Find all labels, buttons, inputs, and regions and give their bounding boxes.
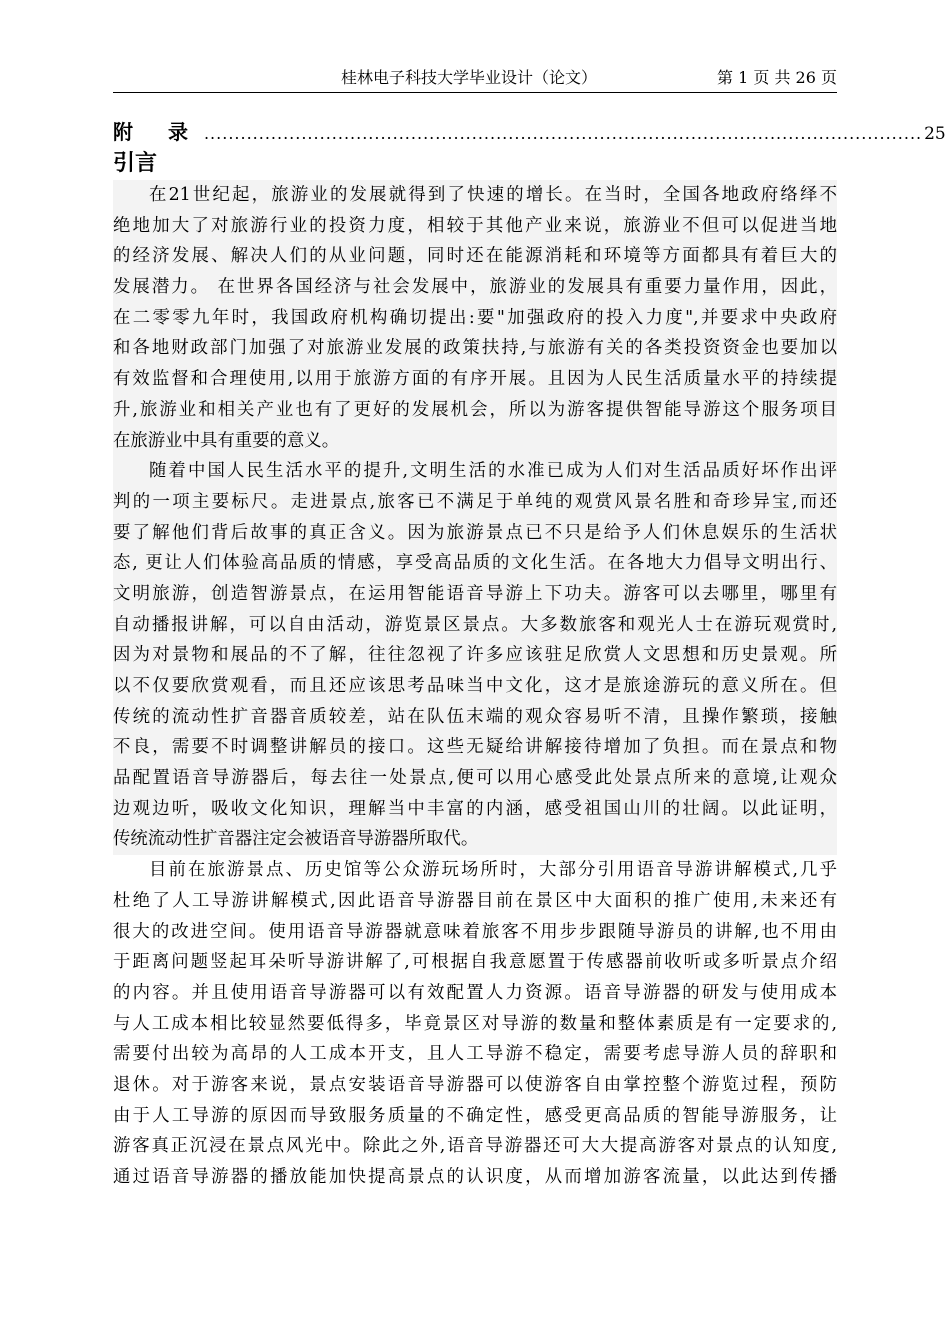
text-line: 因为对景物和展品的不了解，往往忽视了许多应该驻足欣赏人文思想和历史景观。所 (113, 640, 837, 671)
text-line: 品配置语音导游器后，每去往一处景点,便可以用心感受此处景点所来的意境,让观众 (113, 763, 837, 794)
toc-label: 附 录 (113, 120, 202, 144)
text-line: 的经济发展、解决人们的从业问题，同时还在能源消耗和环境等方面都具有着巨大的 (113, 241, 837, 272)
text-line: 要了解他们背后故事的真正含义。因为旅游景点已不只是给予人们休息娱乐的生活状 (113, 518, 837, 549)
text-line: 游客真正沉浸在景点风光中。除此之外,语音导游器还可大大提高游客对景点的认知度, (113, 1136, 837, 1157)
text-line: 随着中国人民生活水平的提升,文明生活的水准已成为人们对生活品质好坏作出评 (113, 456, 837, 487)
header-university: 桂林电子科技大学毕业设计（论文） (341, 68, 598, 87)
text-line: 与人工成本相比较显然要低得多，毕竟景区对导游的数量和整体素质是有一定要求的, (113, 1013, 837, 1034)
text-line: 传统流动性扩音器注定会被语音导游器所取代。 (113, 824, 837, 855)
body-text (113, 180, 837, 1193)
header-divider (113, 92, 837, 93)
text-line: 文明旅游，创造智游景点，在运用智能语音导游上下功夫。游客可以去哪里，哪里有 (113, 579, 837, 610)
text-line: 不良，需要不时调整讲解员的接口。这些无疑给讲解接待增加了负担。而在景点和物 (113, 732, 837, 763)
text-line: 判的一项主要标尺。走进景点,旅客已不满足于单纯的观赏风景名胜和奇珍异宝,而还 (113, 487, 837, 518)
text-line: 很大的改进空间。使用语音导游器就意味着旅客不用步步跟随导游员的讲解,也不用由 (113, 921, 837, 942)
text-line: 在二零零九年时，我国政府机构确切提出:要"加强政府的投入力度",并要求中央政府 (113, 303, 837, 334)
text-line: 发展潜力。 在世界各国经济与社会发展中，旅游业的发展具有重要力量作用，因此， (113, 272, 837, 303)
toc-page-number: 25 (924, 124, 946, 144)
text-line: 自动播报讲解，可以自由活动，游览景区景点。大多数旅客和观光人士在游玩观赏时, (113, 610, 837, 641)
text-line: 和各地财政部门加强了对旅游业发展的政策扶持,与旅游有关的各类投资资金也要加以 (113, 333, 837, 364)
page-header (113, 66, 837, 90)
text-line: 绝地加大了对旅游行业的投资力度，相较于其他产业来说，旅游业不但可以促进当地 (113, 211, 837, 242)
text-line: 目前在旅游景点、历史馆等公众游玩场所时，大部分引用语音导游讲解模式,几乎 (149, 860, 837, 881)
text-line: 有效监督和合理使用,以用于旅游方面的有序开展。且因为人民生活质量水平的持续提 (113, 364, 837, 395)
text-line: 以不仅要欣赏观看，而且还应该思考品味当中文化，这才是旅途游玩的意义所在。但 (113, 671, 837, 702)
text-line: 于距离问题竖起耳朵听导游讲解了,可根据自我意愿置于传感器前收听或多听景点介绍 (113, 952, 837, 973)
text-line: 在旅游业中具有重要的意义。 (113, 426, 837, 457)
text-line: 边观边听，吸收文化知识，理解当中丰富的内涵，感受祖国山川的壮阔。以此证明， (113, 794, 837, 825)
text-line: 需要付出较为高昂的人工成本开支，且人工导游不稳定，需要考虑导游人员的辞职和 (113, 1044, 837, 1065)
toc-leader-dots: ...................................................................................................................... (203, 124, 923, 143)
text-line: 在21世纪起，旅游业的发展就得到了快速的增长。在当时，全国各地政府络绎不 (113, 180, 837, 211)
text-line: 传统的流动性扩音器音质较差，站在队伍末端的观众容易听不清，且操作繁琐，接触 (113, 702, 837, 733)
text-line: 升,旅游业和相关产业也有了更好的发展机会，所以为游客提供智能导游这个服务项目 (113, 395, 837, 426)
text-line: 退休。对于游客来说，景点安装语音导游器可以使游客自由掌控整个游览过程，预防 (113, 1074, 837, 1095)
section-title: 引言 (113, 150, 158, 176)
header-page-info: 第 1 页 共 26 页 (717, 68, 837, 87)
text-line: 通过语音导游器的播放能加快提高景点的认识度，从而增加游客流量，以此达到传播 (113, 1167, 837, 1187)
text-line: 由于人工导游的原因而导致服务质量的不确定性，感受更高品质的智能导游服务，让 (113, 1105, 837, 1126)
text-line: 的内容。并且使用语音导游器可以有效配置人力资源。语音导游器的研发与使用成本 (113, 982, 837, 1003)
text-line: 态, 更让人们体验高品质的情感，享受高品质的文化生活。在各地大力倡导文明出行、 (113, 548, 837, 579)
toc-entry-appendix (113, 118, 946, 146)
text-line: 杜绝了人工导游讲解模式,因此语音导游器目前在景区中大面积的推广使用,未来还有 (113, 890, 837, 911)
